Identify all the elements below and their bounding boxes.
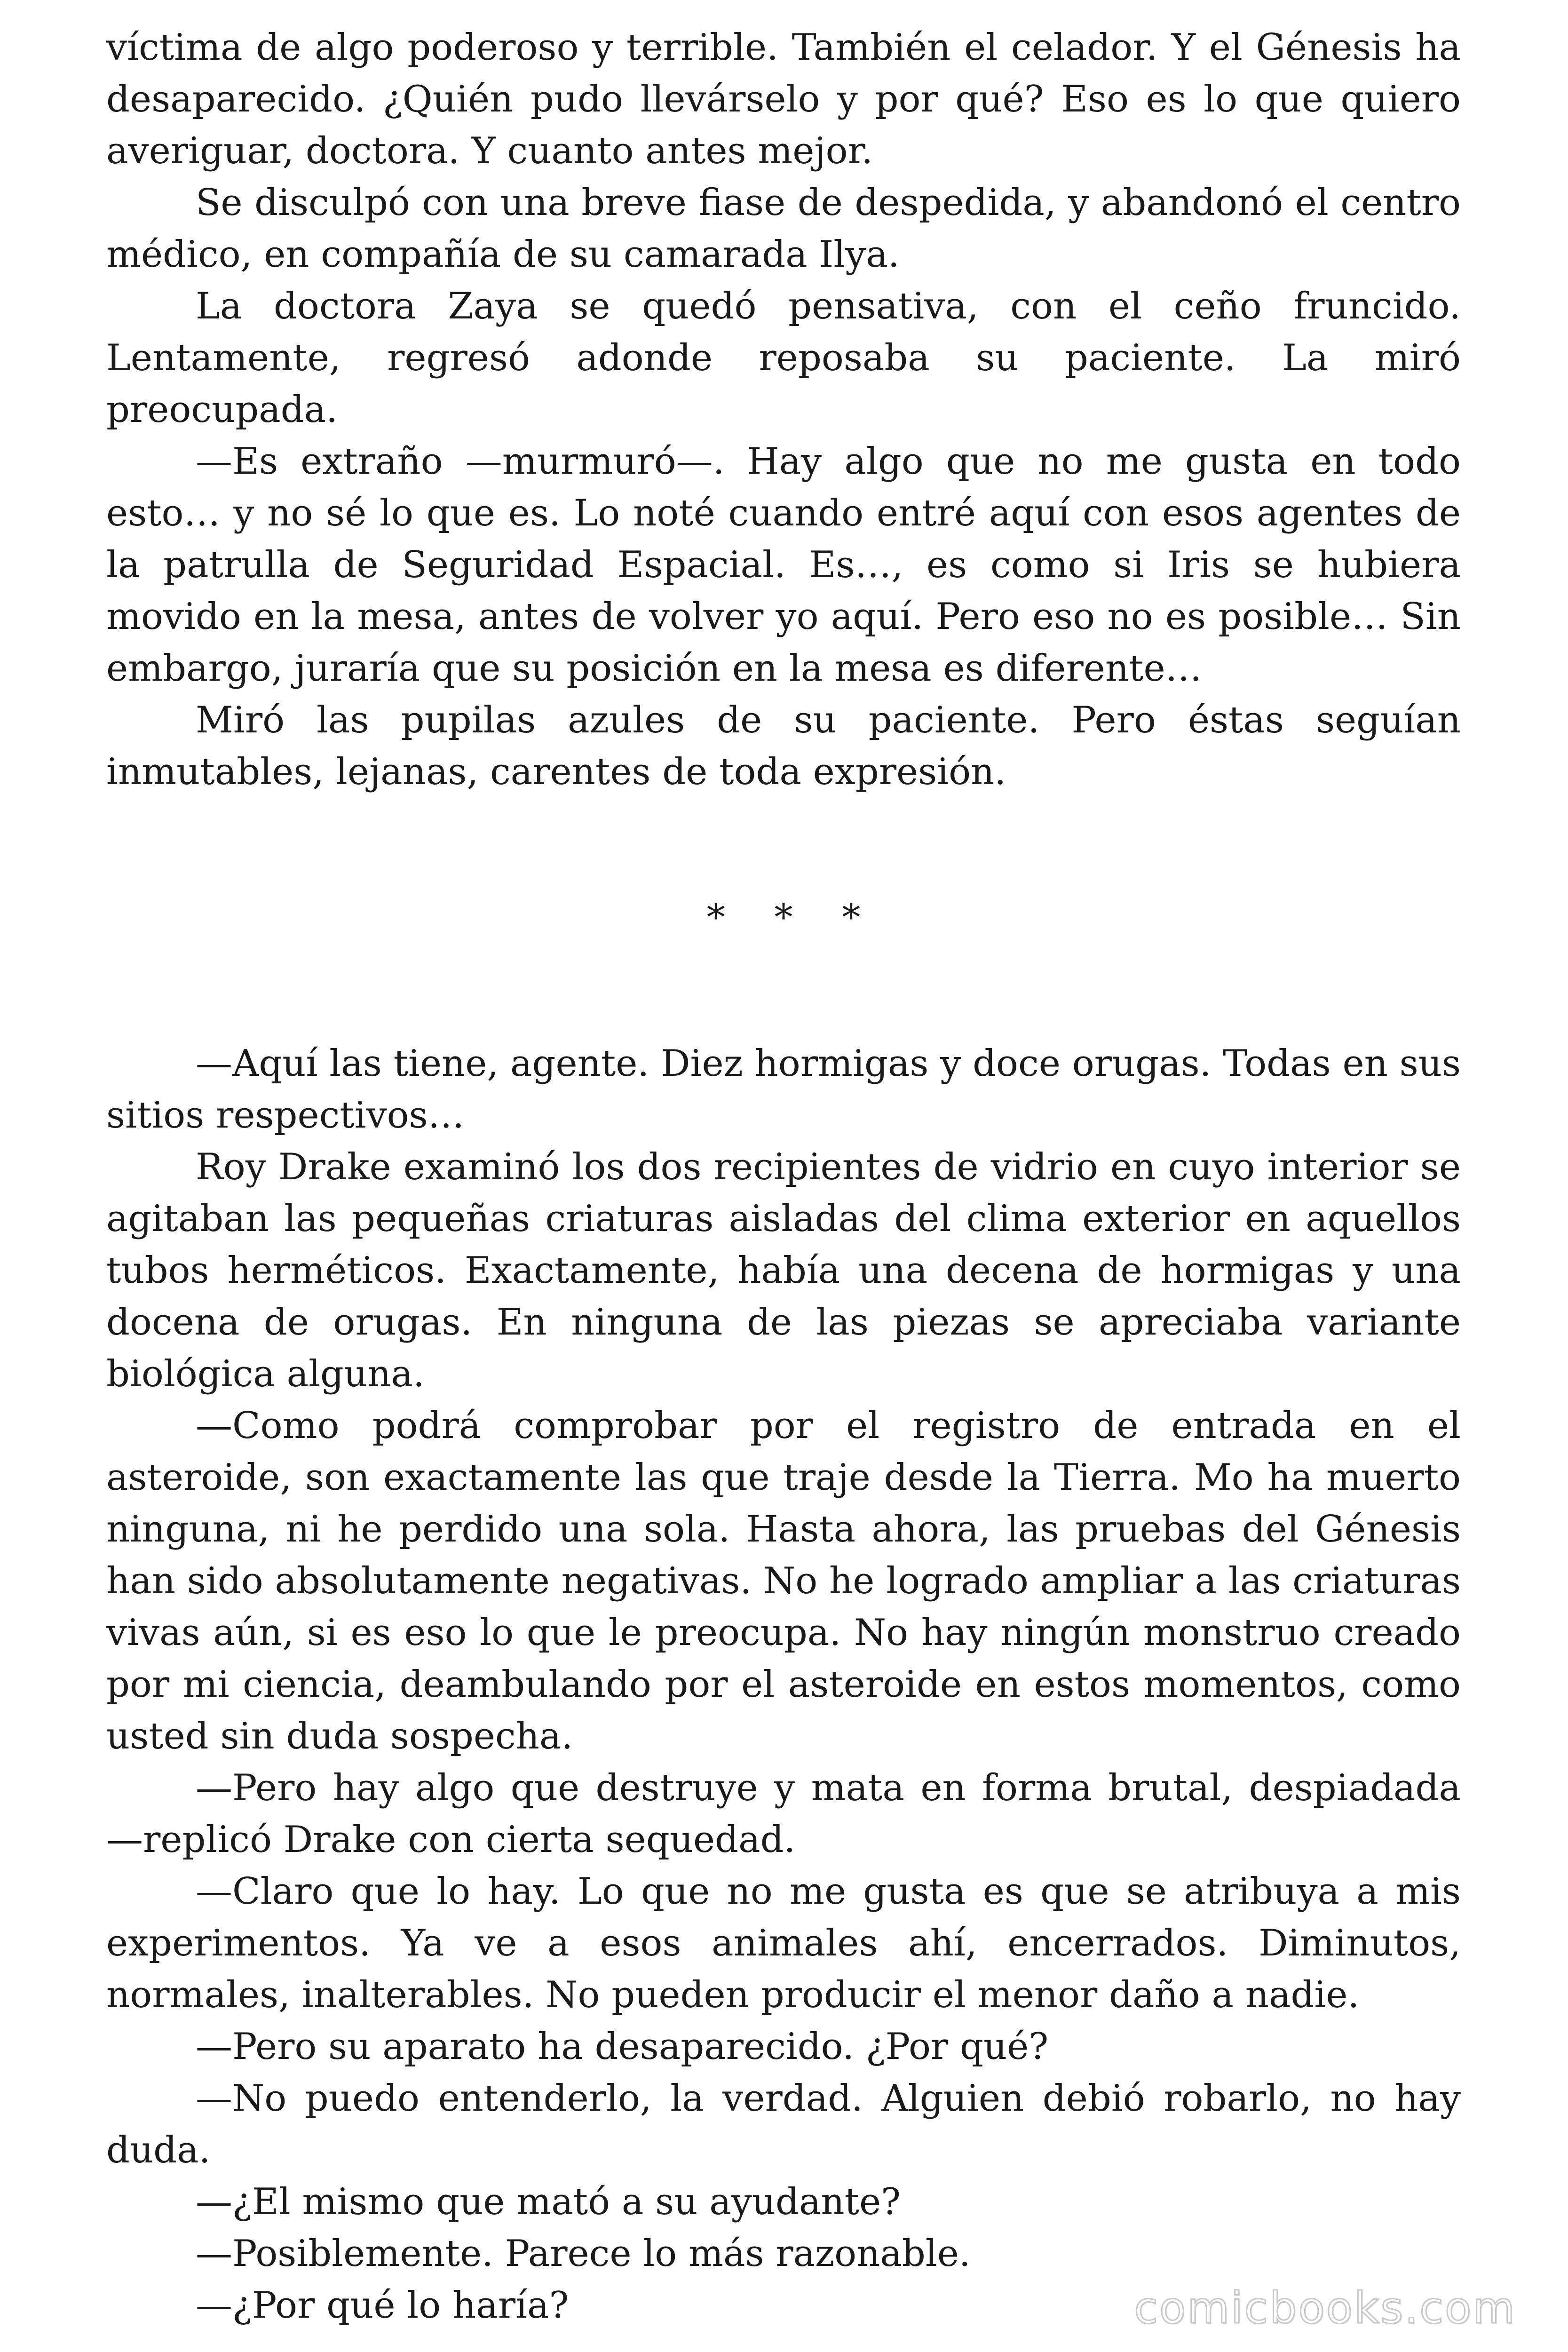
paragraph: —Pero hay algo que destruye y mata en forma brutal, despiadada —replicó Drake con cierta sequedad. [106,1767,1461,1861]
page-body [106,22,1461,2331]
paragraph: —No puedo entenderlo, la verdad. Alguien debió robarlo, no hay duda. [106,2077,1461,2171]
paragraph: víctima de algo poderoso y terrible. También el celador. Y el Génesis ha desaparecido. ¿Quién pudo llevárselo y por qué? Eso es lo que quiero averiguar, doctora. Y cuanto antes mejor. [106,26,1461,172]
paragraph: —Es extraño —murmuró—. Hay algo que no me gusta en todo esto… y no sé lo que es. Lo noté cuando entré aquí con esos agentes de la patrulla de Seguridad Espacial. Es…, es como si Iris se hubiera movido en la mesa, antes de volver yo aquí. Pero eso no es posible… Sin embargo, juraría que su posición en la mesa es diferente… [106,440,1461,690]
paragraph: Miró las pupilas azules de su paciente. Pero éstas seguían inmutables, lejanas, carentes de toda expresión. [106,699,1461,793]
paragraph: La doctora Zaya se quedó pensativa, con el ceño fruncido. Lentamente, regresó adonde reposaba su paciente. La miró preocupada. [106,285,1461,431]
watermark: comicbooks.com [1134,2283,1516,2333]
paragraph: Roy Drake examinó los dos recipientes de vidrio en cuyo interior se agitaban las pequeñas criaturas aisladas del clima exterior en aquellos tubos herméticos. Exactamente, había una decena de hormigas y una docena de orugas. En ninguna de las piezas se apreciaba variante biológica alguna. [106,1146,1461,1395]
scene-separator: * * * [706,897,879,939]
paragraph: —Posiblemente. Parece lo más razonable. [196,2233,971,2275]
paragraph: —¿El mismo que mató a su ayudante? [196,2181,901,2223]
paragraph: —Como podrá comprobar por el registro de entrada en el asteroide, son exactamente las que traje desde la Tierra. Mo ha muerto ninguna, ni he perdido una sola. Hasta ahora, las pruebas del Génesis han sido absolutamente negativas. No he logrado ampliar a las criaturas vivas aún, si es eso lo que le preocupa. No hay ningún monstruo creado por mi ciencia, deambulando por el asteroide en estos momentos, como usted sin duda sospecha. [106,1405,1461,1757]
paragraph: —¿Por qué lo haría? [196,2284,569,2327]
paragraph: —Pero su aparato ha desaparecido. ¿Por qué? [196,2026,1049,2068]
section-1 [106,22,1461,798]
paragraph: —Claro que lo hay. Lo que no me gusta es que se atribuya a mis experimentos. Ya ve a esos animales ahí, encerrados. Diminutos, normales, inalterables. No pueden producir el menor daño a nadie. [106,1870,1461,2016]
paragraph: Se disculpó con una breve fiase de despedida, y abandonó el centro médico, en compañía de su camarada Ilya. [106,182,1461,276]
section-2 [106,1038,1461,2331]
paragraph: —Aquí las tiene, agente. Diez hormigas y doce orugas. Todas en sus sitios respectivos… [106,1042,1461,1136]
